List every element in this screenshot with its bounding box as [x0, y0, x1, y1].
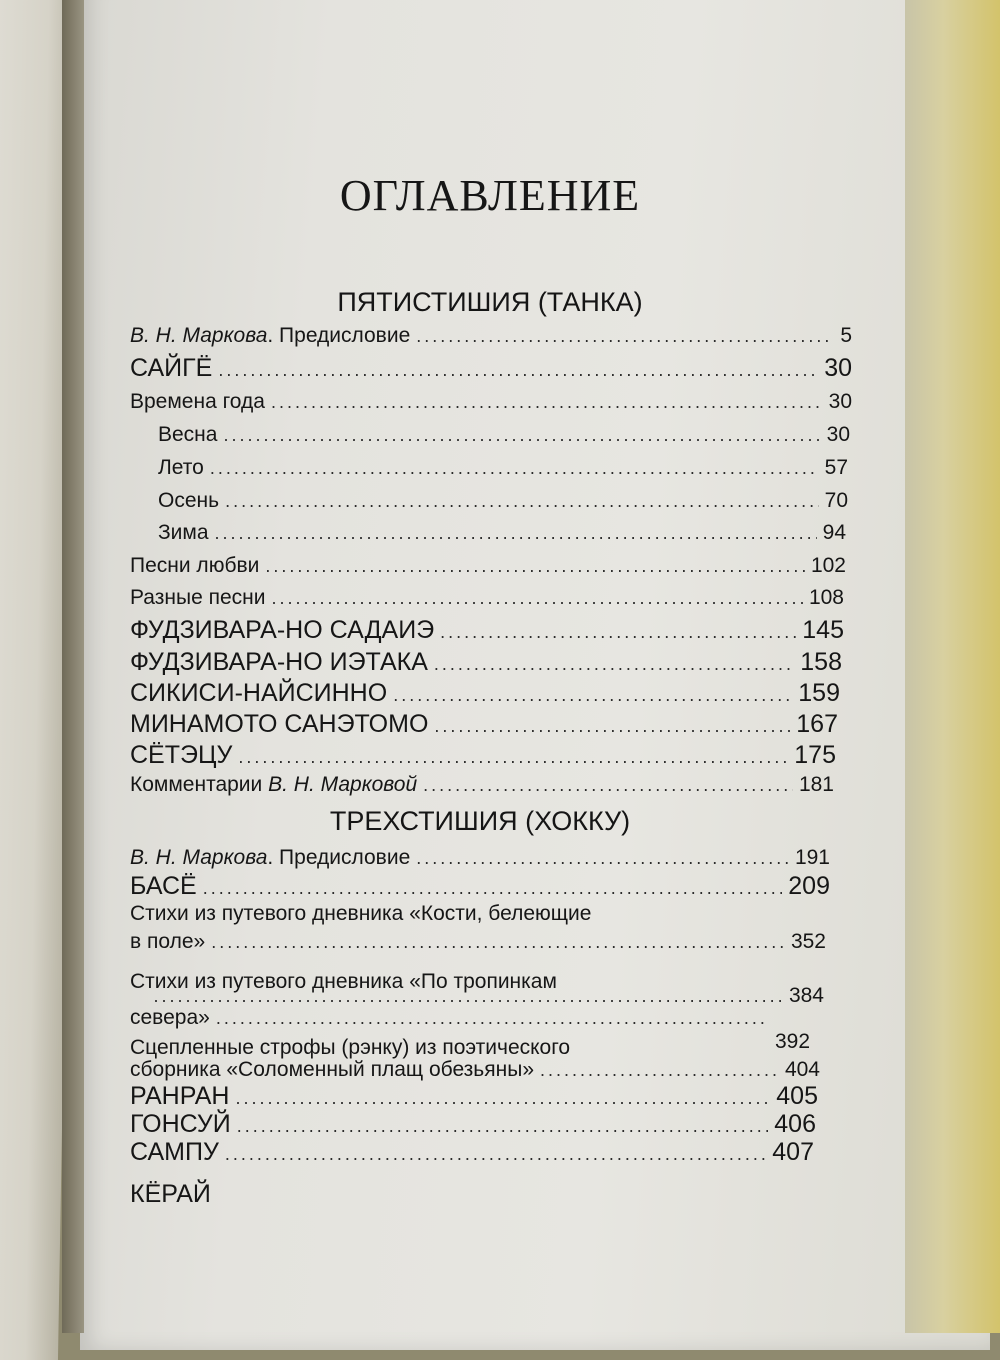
toc-entry [158, 456, 848, 480]
toc-label: САЙГЁ [130, 354, 213, 382]
toc-label: . Предисловие [267, 324, 411, 347]
page-number: 5 [840, 324, 852, 347]
page-number: 167 [796, 710, 838, 738]
toc-label-line1: Стихи из путевого дневника «По тропинкам [130, 970, 557, 993]
leader-dots [225, 1144, 766, 1165]
toc-label: Песни любви [130, 554, 260, 577]
toc-label: ФУДЗИВАРА-НО ИЭТАКА [130, 648, 428, 676]
page-number: 30 [826, 423, 850, 446]
toc-label: СИКИСИ-НАЙСИННО [130, 679, 388, 707]
page-number: 406 [774, 1110, 816, 1138]
page-number: 405 [776, 1082, 818, 1110]
toc-entry [130, 390, 852, 414]
leader-dots [265, 556, 805, 577]
toc-entry [130, 773, 834, 797]
toc-entry [130, 984, 824, 1008]
leader-dots [416, 326, 834, 347]
leader-dots [210, 458, 819, 479]
leader-dots [211, 932, 785, 953]
page-number: 57 [824, 456, 848, 479]
page-number: 145 [802, 616, 844, 644]
toc-label: СЁТЭЦУ [130, 741, 233, 769]
page-number: 30 [828, 390, 852, 413]
leader-dots [238, 747, 788, 768]
toc-label: Комментарии [130, 773, 269, 796]
leader-dots [225, 491, 819, 512]
toc-entry [158, 521, 846, 545]
toc-entry [130, 930, 826, 954]
toc-author: В. Н. Маркова [130, 324, 268, 347]
leader-dots [218, 360, 818, 381]
page-number: 384 [788, 984, 824, 1007]
leader-dots [154, 986, 783, 1007]
toc-entry [158, 489, 848, 513]
toc-label-line1: Стихи из путевого дневника «Кости, белеющие [130, 902, 592, 925]
toc-label: Весна [158, 423, 218, 446]
page-number: 181 [798, 773, 834, 796]
toc-entry [130, 741, 836, 770]
toc-entry [130, 616, 844, 645]
toc-label: КЁРАЙ [130, 1180, 211, 1208]
page-number: 175 [794, 741, 836, 769]
toc-label: севера» [130, 1006, 210, 1029]
page-number: 108 [808, 586, 844, 609]
toc-label: Разные песни [130, 586, 266, 609]
toc-entry [130, 710, 838, 739]
leader-dots [271, 392, 823, 413]
leader-dots [271, 588, 802, 609]
page-number: 94 [822, 521, 846, 544]
toc-author: В. Н. Маркова [130, 846, 268, 869]
leader-dots [203, 878, 783, 899]
page-number: 209 [788, 872, 830, 900]
section-heading-tanka: ПЯТИСТИШИЯ (ТАНКА) [337, 287, 643, 317]
toc-label: Зима [158, 521, 209, 544]
toc-label: ГОНСУЙ [130, 1110, 231, 1138]
toc-entry [130, 679, 840, 708]
leader-dots [416, 848, 789, 869]
page-title: ОГЛАВЛЕНИЕ [339, 171, 641, 220]
leader-dots [237, 1116, 769, 1137]
toc-label: БАСЁ [130, 872, 197, 900]
toc-entry [158, 423, 850, 447]
toc-label: сборника «Соломенный плащ обезьяны» [130, 1058, 534, 1081]
section-heading-hokku: ТРЕХСТИШИЯ (ХОККУ) [329, 806, 631, 836]
page-edge [905, 0, 1000, 1333]
toc-label: Лето [158, 456, 204, 479]
toc-label: МИНАМОТО САНЭТОМО [130, 710, 429, 738]
toc-entry [130, 324, 852, 348]
page-number: 404 [784, 1058, 820, 1081]
toc-entry [130, 1058, 820, 1082]
page-number: 102 [810, 554, 846, 577]
page-number: 158 [800, 648, 842, 676]
page-number: 407 [772, 1138, 814, 1166]
page-number: 70 [824, 489, 848, 512]
toc-entry [130, 846, 830, 870]
leader-dots [434, 654, 794, 675]
leader-dots [434, 716, 790, 737]
toc-entry [130, 1082, 818, 1111]
toc-entry [130, 1006, 770, 1030]
toc-entry [130, 1110, 816, 1139]
leader-dots [540, 1060, 779, 1081]
toc-label: Осень [158, 489, 220, 512]
leader-dots [423, 775, 793, 796]
page-number: 30 [824, 354, 852, 382]
toc-entry [130, 648, 842, 677]
toc-entry [130, 586, 844, 610]
toc-label: . Предисловие [267, 846, 411, 869]
toc-entry [130, 354, 852, 383]
page-number: 352 [790, 930, 826, 953]
toc-entry [130, 872, 830, 901]
page-number: 191 [794, 846, 830, 869]
page-number: 159 [798, 679, 840, 707]
leader-dots [223, 425, 820, 446]
toc-label: САМПУ [130, 1138, 219, 1166]
page-number: 392 [775, 1030, 811, 1053]
toc-label: РАНРАН [130, 1082, 230, 1110]
leader-dots [215, 523, 817, 544]
toc-label: Времена года [130, 390, 265, 413]
toc-entry [130, 1138, 814, 1167]
toc-label: в поле» [130, 930, 206, 953]
leader-dots [235, 1088, 770, 1109]
leader-dots [393, 685, 792, 706]
leader-dots [440, 622, 796, 643]
leader-dots [216, 1008, 764, 1029]
toc-label: ФУДЗИВАРА-НО САДАИЭ [130, 616, 435, 644]
toc-label: Сцепленные строфы (рэнку) из поэтического [130, 1036, 571, 1059]
toc-entry [130, 554, 846, 578]
toc-author: В. Н. Марковой [268, 773, 418, 796]
